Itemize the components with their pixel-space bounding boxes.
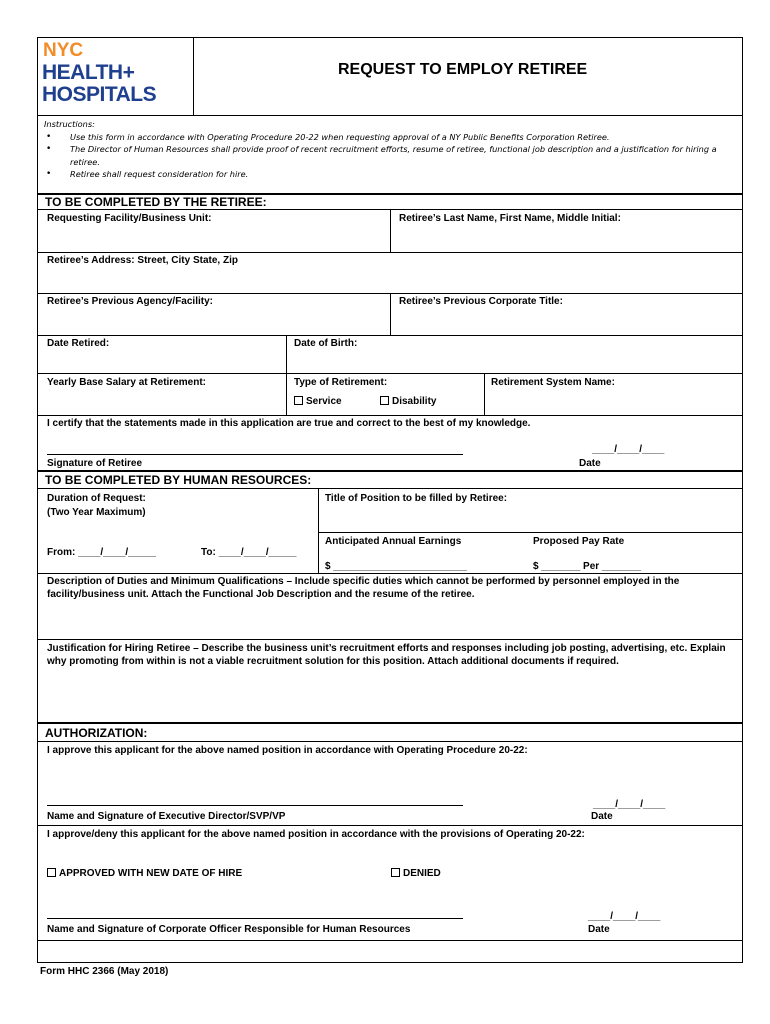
corp-signature-label: Name and Signature of Corporate Officer Responsible for Human Resources — [47, 924, 411, 935]
to-date-field[interactable]: To: ____/____/_____ — [201, 547, 297, 558]
disability-label: Disability — [392, 396, 437, 407]
retirement-system-field[interactable] — [485, 373, 743, 415]
hr-section-top-rule — [38, 470, 742, 472]
retirement-system-label: Retirement System Name: — [491, 377, 615, 388]
approved-option[interactable] — [47, 867, 242, 880]
exec-date-field[interactable]: ____/____/____ — [593, 799, 666, 810]
form-id: Form HHC 2366 (May 2018) — [40, 966, 169, 977]
instruction-item: • Retiree shall request consideration for hire. — [44, 168, 740, 181]
approve-deny-statement: I approve/deny this applicant for the above named position in accordance with the provisions of Operating 20-22: — [47, 829, 585, 840]
type-service-option[interactable] — [294, 395, 342, 408]
previous-agency-label: Retiree’s Previous Agency/Facility: — [47, 296, 213, 307]
corp-date-field[interactable]: ____/____/____ — [588, 911, 661, 922]
date-of-birth-field[interactable] — [287, 335, 743, 373]
logo-hospitals-text: HOSPITALS — [42, 83, 157, 106]
denied-option[interactable] — [391, 867, 441, 880]
authorization-top-rule — [38, 722, 742, 724]
type-disability-option[interactable] — [380, 395, 436, 408]
service-checkbox[interactable] — [294, 396, 303, 405]
date-retired-field[interactable] — [38, 335, 286, 373]
logo-nyc-text: NYC — [43, 40, 84, 61]
date-of-birth-label: Date of Birth: — [294, 338, 358, 349]
proposed-pay-rate-label: Proposed Pay Rate — [533, 536, 625, 547]
date-retired-label: Date Retired: — [47, 338, 110, 349]
retiree-date-label: Date — [579, 458, 601, 469]
retiree-name-field[interactable] — [391, 209, 743, 252]
nyc-health-hospitals-logo — [41, 38, 191, 114]
instructions-block — [44, 118, 740, 181]
exec-signature-label: Name and Signature of Executive Director/SVP/VP — [47, 811, 286, 822]
header-divider — [193, 38, 194, 115]
exec-signature-line[interactable] — [47, 805, 463, 806]
logo-health-text: HEALTH+ — [42, 61, 135, 84]
from-date-field[interactable]: From: ____/____/_____ — [47, 547, 156, 558]
denied-label: DENIED — [403, 868, 441, 879]
header-rule — [38, 115, 742, 116]
retiree-section-heading: TO BE COMPLETED BY THE RETIREE: — [45, 195, 267, 209]
requesting-facility-label: Requesting Facility/Business Unit: — [47, 213, 212, 224]
approved-label: APPROVED WITH NEW DATE OF HIRE — [59, 868, 243, 879]
duration-note: (Two Year Maximum) — [47, 507, 146, 518]
previous-title-field[interactable] — [391, 293, 743, 335]
instruction-item: • Use this form in accordance with Operating Procedure 20-22 when requesting approval of a NY Public Benefits Corporation Retiree. — [44, 131, 740, 144]
request-form — [37, 37, 743, 963]
retiree-date-field[interactable]: ____/____/____ — [592, 444, 665, 455]
justification-field[interactable] — [38, 639, 743, 722]
service-label: Service — [306, 396, 342, 407]
instructions-list — [44, 131, 740, 181]
salary-field[interactable] — [38, 373, 286, 415]
exec-date-label: Date — [591, 811, 613, 822]
corp-signature-line[interactable] — [47, 918, 463, 919]
pay-rate-field[interactable]: $ _______ Per _______ — [533, 561, 641, 572]
form-title: REQUEST TO EMPLOY RETIREE — [338, 61, 588, 78]
row-rule — [38, 940, 742, 941]
row-rule — [38, 741, 742, 742]
disability-checkbox[interactable] — [380, 396, 389, 405]
earnings-field[interactable]: $ ________________________ — [325, 561, 467, 572]
retiree-address-field[interactable] — [38, 252, 743, 293]
retiree-name-label: Retiree’s Last Name, First Name, Middle Initial: — [399, 213, 621, 224]
row-rule — [38, 825, 742, 826]
duration-label: Duration of Request: — [47, 493, 146, 504]
instruction-item: • The Director of Human Resources shall provide proof of recent recruitment efforts, resume of retiree, functional job description and a justification for hiring a retiree. — [44, 143, 740, 168]
type-of-retirement-label: Type of Retirement: — [294, 377, 388, 388]
retiree-signature-label: Signature of Retiree — [47, 458, 143, 469]
approved-checkbox[interactable] — [47, 868, 56, 877]
position-title-field[interactable] — [319, 488, 743, 532]
requesting-facility-field[interactable] — [38, 209, 390, 252]
description-field[interactable] — [38, 573, 743, 639]
retiree-address-label: Retiree’s Address: Street, City State, Zip — [47, 255, 238, 266]
approve-statement: I approve this applicant for the above named position in accordance with Operating Procedure 20-22: — [47, 745, 528, 756]
position-title-rule — [318, 532, 742, 533]
corp-date-label: Date — [588, 924, 610, 935]
authorization-heading: AUTHORIZATION: — [45, 726, 148, 740]
certify-statement: I certify that the statements made in this application are true and correct to the best of my knowledge. — [47, 418, 531, 429]
retiree-signature-line[interactable] — [47, 454, 463, 455]
hr-section-heading: TO BE COMPLETED BY HUMAN RESOURCES: — [45, 473, 312, 487]
previous-agency-field[interactable] — [38, 293, 390, 335]
justification-label: Justification for Hiring Retiree – Describe the business unit’s recruitment efforts and responses including job posting, advertising, etc. Explain why promoting from within is not a viable recruitment solution for this position. Attach additional documents if required. — [47, 643, 726, 667]
salary-label: Yearly Base Salary at Retirement: — [47, 377, 206, 388]
anticipated-earnings-label: Anticipated Annual Earnings — [325, 536, 462, 547]
position-title-label: Title of Position to be filled by Retiree: — [325, 493, 508, 504]
denied-checkbox[interactable] — [391, 868, 400, 877]
row-rule — [38, 415, 742, 416]
instructions-heading: Instructions: — [44, 119, 95, 129]
previous-title-label: Retiree’s Previous Corporate Title: — [399, 296, 563, 307]
description-label: Description of Duties and Minimum Qualifications – Include specific duties which cannot be performed by personnel employed in the facility/business unit. Attach the Functional Job Description and the resume of the retiree. — [47, 576, 680, 600]
